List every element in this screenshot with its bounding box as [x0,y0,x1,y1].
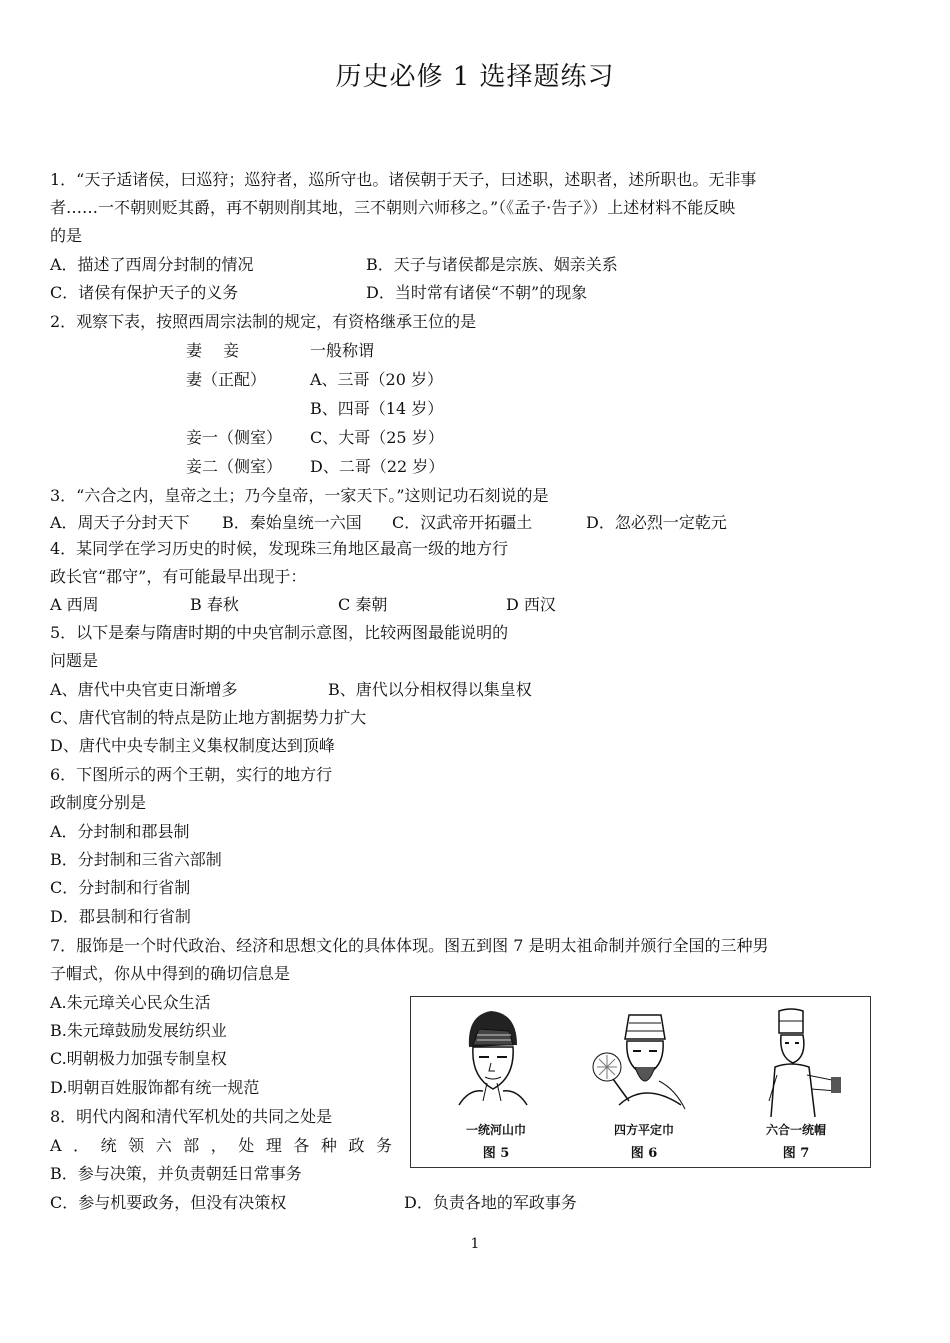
q2-table-row-2-col2: B、四哥（14 岁） [310,399,444,418]
q4-stem-line1: 4．某同学在学习历史的时候，发现珠三角地区最高一级的地方行 [50,539,509,558]
q4-option-a: A 西周 [50,595,99,614]
figure-5-label: 图 5 [482,1146,510,1161]
q2-table-row-3-col2: C、大哥（25 岁） [310,428,444,447]
q5-option-a: A、唐代中央官吏日渐增多 [50,680,238,699]
q2-table-row-4-col2: D、二哥（22 岁） [310,457,445,476]
q2-table-header-wife-concubine: 妻 妾 [186,341,240,360]
q7-option-d: D.明朝百姓服饰都有统一规范 [50,1078,260,1097]
q7-option-b: B.朱元璋鼓励发展纺织业 [50,1021,227,1040]
q1-stem-line1: 1．“天子适诸侯，曰巡狩；巡狩者，巡所守也。诸侯朝于天子，曰述职，述职者，述所职也。无非事 [50,170,757,189]
hat-figures-panel [410,996,871,1168]
q5-option-d: D、唐代中央专制主义集权制度达到顶峰 [50,736,335,755]
q2-stem: 2．观察下表，按照西周宗法制的规定，有资格继承王位的是 [50,312,477,331]
q5-stem-line2: 问题是 [50,651,99,670]
q7-stem-line1: 7．服饰是一个时代政治、经济和思想文化的具体体现。图五到图 7 是明太祖命制并颁行全国的三种男 [50,936,769,955]
q3-option-d: D．忽必烈一定乾元 [586,513,727,532]
figure-6-caption: 四方平定巾 [613,1123,674,1137]
q4-stem-line2: 政长官“郡守”，有可能最早出现于： [50,567,307,586]
q8-option-a: A．统领六部，处理各种政务 [50,1136,392,1155]
q6-option-c: C．分封制和行省制 [50,878,191,897]
q2-table-header-title: 一般称谓 [310,341,375,360]
q3-option-b: B．秦始皇统一六国 [222,513,362,532]
q6-stem-line1: 6．下图所示的两个王朝，实行的地方行 [50,765,333,784]
q1-option-a: A．描述了西周分封制的情况 [50,255,254,274]
hat-figure-5-illustration [439,1005,549,1117]
figure-7-label: 图 7 [782,1146,810,1161]
q7-option-a: A.朱元璋关心民众生活 [50,993,211,1012]
q1-stem-line3: 的是 [50,226,83,245]
q2-table-row-4-col1: 妾二（侧室） [186,457,283,476]
q6-option-a: A．分封制和郡县制 [50,822,190,841]
figure-6-label: 图 6 [630,1146,658,1161]
q5-option-c: C、唐代官制的特点是防止地方割据势力扩大 [50,708,367,727]
q6-stem-line2: 政制度分别是 [50,793,147,812]
q1-option-d: D．当时常有诸侯“不朝”的现象 [366,283,588,302]
q8-option-d: D．负责各地的军政事务 [404,1193,577,1212]
q2-table-row-3-col1: 妾一（侧室） [186,428,283,447]
q6-option-d: D．郡县制和行省制 [50,907,191,926]
q8-option-c: C．参与机要政务，但没有决策权 [50,1193,287,1212]
figure-5-caption: 一统河山巾 [465,1123,526,1137]
q5-option-b: B、唐代以分相权得以集皇权 [328,680,532,699]
figure-7-caption: 六合一统帽 [765,1123,826,1137]
q1-stem-line2: 者……一不朝则贬其爵，再不朝则削其地，三不朝则六师移之。”（《孟子·告子》）上述材料不能反映 [50,198,736,217]
q8-stem: 8．明代内阁和清代军机处的共同之处是 [50,1107,333,1126]
q7-stem-line2: 子帽式，你从中得到的确切信息是 [50,964,291,983]
q4-option-b: B 春秋 [190,595,239,614]
q5-stem-line1: 5．以下是秦与隋唐时期的中央官制示意图，比较两图最能说明的 [50,623,509,642]
q1-option-c: C．诸侯有保护天子的义务 [50,283,239,302]
q3-option-c: C．汉武帝开拓疆土 [392,513,533,532]
q3-stem: 3．“六合之内，皇帝之土；乃今皇帝，一家天下。”这则记功石刻说的是 [50,486,549,505]
page-number: 1 [470,1236,480,1252]
q2-table-row-1-col1: 妻（正配） [186,370,267,389]
q2-table-row-1-col2: A、三哥（20 岁） [310,370,444,389]
q7-option-c: C.明朝极力加强专制皇权 [50,1049,227,1068]
q3-option-a: A．周天子分封天下 [50,513,190,532]
hat-figure-7-illustration [741,1005,851,1117]
hat-figure-6-illustration [589,1005,699,1117]
q4-option-d: D 西汉 [506,595,556,614]
q4-option-c: C 秦朝 [338,595,388,614]
q1-option-b: B．天子与诸侯都是宗族、姻亲关系 [366,255,618,274]
q6-option-b: B．分封制和三省六部制 [50,850,222,869]
q8-option-b: B．参与决策，并负责朝廷日常事务 [50,1164,302,1183]
page-title: 历史必修 1 选择题练习 [335,62,615,92]
